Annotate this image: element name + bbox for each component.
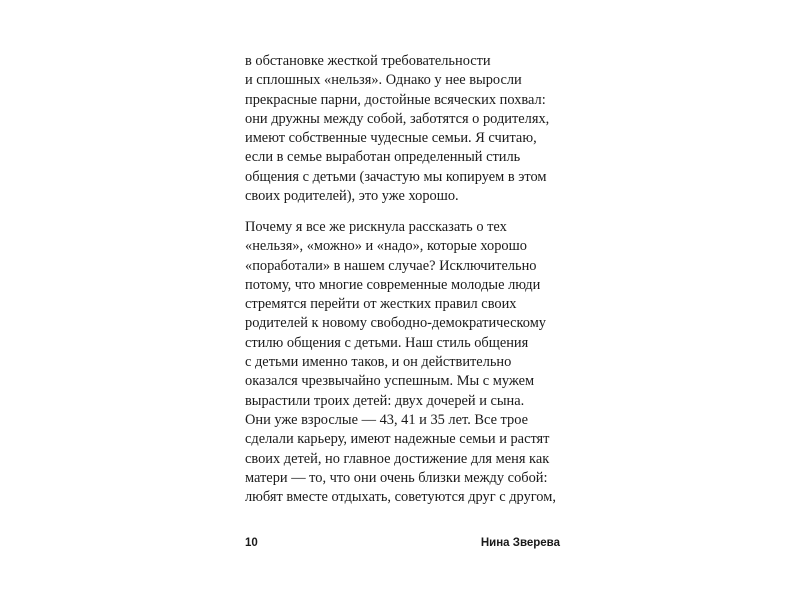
paragraph-2 [245, 218, 575, 507]
text-line: в обстановке жесткой требовательности [245, 53, 491, 69]
paragraph-1 [245, 52, 575, 206]
text-line: потому, что многие современные молодые люди [245, 276, 541, 293]
text-line: матери — то, что они очень близки между собой: [245, 469, 548, 486]
text-line: своих родителей), это уже хорошо. [245, 188, 459, 205]
text-line: общения с детьми (зачастую мы копируем в этом [245, 168, 547, 185]
text-line: «нельзя», «можно» и «надо», которые хорошо [245, 238, 527, 255]
text-line: Они уже взрослые — 43, 41 и 35 лет. Все трое [245, 411, 528, 428]
text-line: с детьми именно таков, и он действительно [245, 354, 512, 371]
page-footer [245, 537, 560, 549]
text-line: они дружны между собой, заботятся о родителях, [245, 110, 550, 127]
author-name: Нина Зверева [480, 537, 560, 549]
text-line: сделали карьеру, имеют надежные семьи и растят [245, 431, 550, 448]
text-line: любят вместе отдыхать, советуются друг с другом, [245, 489, 556, 506]
text-line: родителей к новому свободно-демократическому [245, 315, 546, 332]
text-line: вырастили троих детей: двух дочерей и сына. [245, 392, 525, 409]
text-line: стилю общения с детьми. Наш стиль общения [245, 334, 529, 351]
text-line: имеют собственные чудесные семьи. Я считаю, [245, 130, 537, 147]
page-number: 10 [245, 537, 258, 549]
text-line: «поработали» в нашем случае? Исключительно [245, 257, 537, 274]
text-line: прекрасные парни, достойные всяческих похвал: [245, 91, 546, 108]
text-line: если в семье выработан определенный стиль [245, 149, 521, 166]
text-line: своих детей, но главное достижение для меня как [245, 450, 550, 467]
text-line: Почему я все же рискнула рассказать о тех [245, 219, 507, 235]
text-line: и сплошных «нельзя». Однако у нее выросли [245, 72, 522, 89]
text-line: стремятся перейти от жестких правил своих [245, 296, 517, 313]
text-line: оказался чрезвычайно успешным. Мы с мужем [245, 373, 535, 390]
